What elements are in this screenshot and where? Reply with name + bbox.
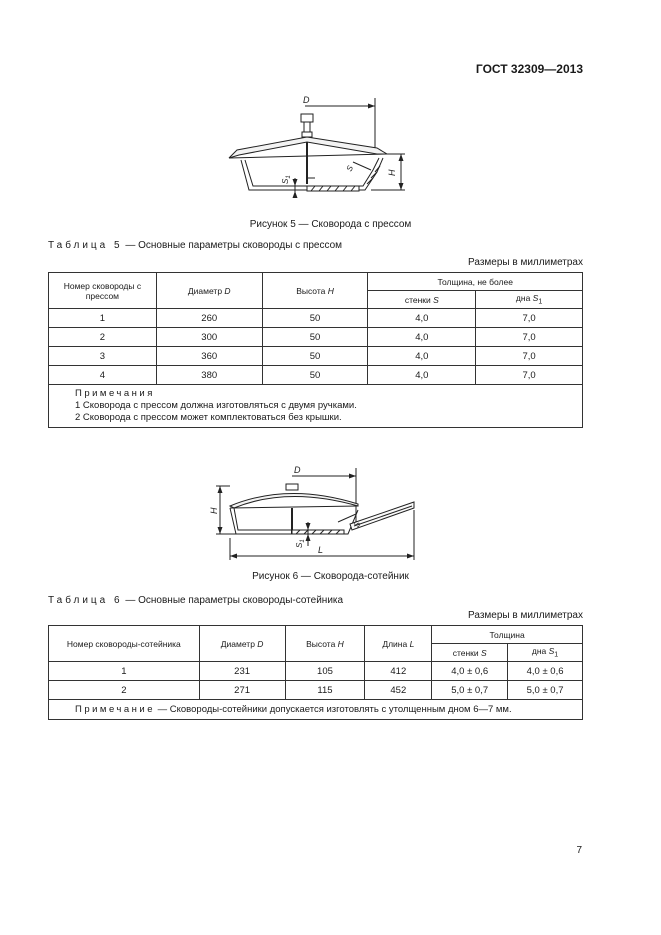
t6-cell: 5,0 ± 0,7 <box>432 681 508 700</box>
t5-cell: 50 <box>262 328 368 347</box>
table-row <box>49 366 583 385</box>
fig5-label-s1: S <box>281 178 290 184</box>
fig6-label-s1: S <box>295 542 304 548</box>
t6-header-bottom: дна $S_1$ <box>508 644 583 662</box>
t5-note-1: 1 Сковорода с прессом должна изготовляться с двумя ручками. <box>75 400 357 411</box>
table-row <box>49 681 583 700</box>
table-row <box>49 662 583 681</box>
fig6-label-d: D <box>294 465 301 475</box>
t6-cell: 412 <box>365 662 432 681</box>
t6-cell: 271 <box>199 681 285 700</box>
fig6-label-l: L <box>318 545 324 555</box>
table-6-caption-text: — Основные параметры сковороды-сотейника <box>122 595 344 606</box>
t6-note <box>49 700 583 720</box>
t6-header-number: Номер сковороды-сотейника <box>49 626 200 662</box>
t5-cell: 1 <box>49 309 157 328</box>
t5-cell: 4,0 <box>368 347 476 366</box>
t5-cell: 7,0 <box>476 366 583 385</box>
page-number: 7 <box>576 845 582 856</box>
t5-note-2: 2 Сковорода с прессом может комплектоваться без крышки. <box>75 412 342 423</box>
t6-note-text: — Сковороды-сотейники допускается изготовлять с утолщенным дном 6—7 мм. <box>155 703 512 715</box>
fig6-label-s: S <box>351 519 363 529</box>
t5-cell: 50 <box>262 366 368 385</box>
t5-header-thickness: Толщина, не более <box>368 273 583 291</box>
table-5-caption <box>48 240 342 251</box>
t5-cell: 300 <box>156 328 262 347</box>
t5-cell: 7,0 <box>476 309 583 328</box>
t6-header-wall: стенки S <box>432 644 508 662</box>
t6-header-diameter: Диаметр D <box>199 626 285 662</box>
t5-cell: 360 <box>156 347 262 366</box>
t6-cell: 4,0 ± 0,6 <box>432 662 508 681</box>
svg-text:S1 <box>281 175 292 184</box>
table-row <box>49 309 583 328</box>
table-5 <box>48 272 583 428</box>
fig6-label-s1-sub: 1 <box>300 539 306 543</box>
t5-header-number: Номер сковороды с прессом <box>49 273 157 309</box>
t6-cell: 5,0 ± 0,7 <box>508 681 583 700</box>
table-5-units: Размеры в миллиметрах <box>468 257 583 268</box>
fig5-label-s1-sub: 1 <box>286 175 292 179</box>
table-5-caption-prefix: Таблица 5 <box>48 240 123 251</box>
figure-6-caption: Рисунок 6 — Сковорода-сотейник <box>252 571 409 582</box>
figure-6-drawing <box>208 462 426 566</box>
t6-header-length: Длина L <box>365 626 432 662</box>
t6-header-height: Высота H <box>285 626 365 662</box>
figure-5-drawing <box>215 92 425 208</box>
fig5-label-d: D <box>303 95 310 105</box>
t6-cell: 1 <box>49 662 200 681</box>
table-6 <box>48 625 583 720</box>
t5-header-diameter: Диаметр D <box>156 273 262 309</box>
t5-cell: 50 <box>262 309 368 328</box>
t6-cell: 231 <box>199 662 285 681</box>
t5-cell: 4,0 <box>368 328 476 347</box>
t5-notes-title: Примечания <box>75 388 155 399</box>
table-6-caption <box>48 595 343 606</box>
t5-cell: 4,0 <box>368 309 476 328</box>
t6-cell: 452 <box>365 681 432 700</box>
fig5-label-s: S <box>344 164 356 173</box>
svg-text:S1 <box>295 539 306 548</box>
table-row <box>49 347 583 366</box>
t5-header-bottom: дна $S_1$ <box>476 291 583 309</box>
table-6-units: Размеры в миллиметрах <box>468 610 583 621</box>
t5-cell: 2 <box>49 328 157 347</box>
t6-cell: 115 <box>285 681 365 700</box>
t5-cell: 260 <box>156 309 262 328</box>
t5-cell: 50 <box>262 347 368 366</box>
t6-header-thickness: Толщина <box>432 626 583 644</box>
fig5-label-h: H <box>387 169 397 176</box>
t6-cell: 4,0 ± 0,6 <box>508 662 583 681</box>
t5-header-height: Высота H <box>262 273 368 309</box>
figure-5-caption: Рисунок 5 — Сковорода с прессом <box>249 219 412 230</box>
table-5-caption-text: — Основные параметры сковороды с прессом <box>122 240 343 251</box>
t6-cell: 2 <box>49 681 200 700</box>
t6-note-title: Примечание <box>75 703 155 715</box>
t5-notes <box>49 385 583 428</box>
t5-header-wall: стенки S <box>368 291 476 309</box>
t5-cell: 4,0 <box>368 366 476 385</box>
t5-cell: 380 <box>156 366 262 385</box>
t5-cell: 3 <box>49 347 157 366</box>
table-6-caption-prefix: Таблица 6 <box>48 595 123 606</box>
t5-cell: 4 <box>49 366 157 385</box>
t5-cell: 7,0 <box>476 328 583 347</box>
table-row <box>49 328 583 347</box>
document-header: ГОСТ 32309—2013 <box>475 62 583 76</box>
t6-cell: 105 <box>285 662 365 681</box>
fig6-label-h: H <box>209 507 219 514</box>
t5-cell: 7,0 <box>476 347 583 366</box>
